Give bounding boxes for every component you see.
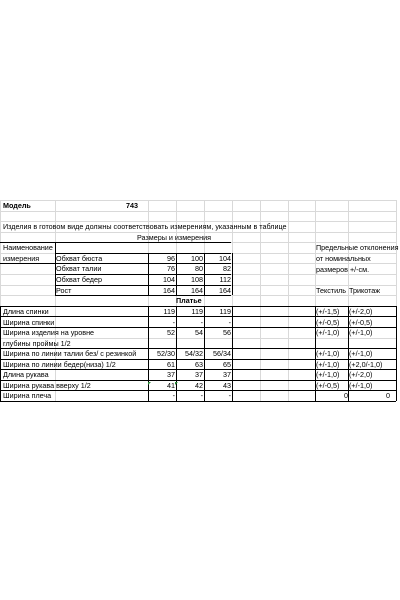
table-border-vertical [232,306,233,401]
grid-line-vertical [288,200,289,401]
body-measure-label: Обхват бюста [56,254,103,263]
deviation-header-1: Предельные отклонения [316,243,399,252]
instruction-text: Изделия в готовом виде должны соответствовать измерениям, указанным в таблице [3,222,287,231]
measurement-name-header-2: измерения [3,254,40,263]
textile-tolerance-cell: (+/-0,5) [316,318,340,327]
sizes-title: Размеры и измерения [137,233,211,242]
size-value-cell: 112 [219,275,231,284]
cell-comment-marker [175,382,178,385]
product-measure-label: Ширина по линии бедер(низа) 1/2 [3,360,116,369]
textile-header: Текстиль [316,286,347,295]
table-border-vertical [396,306,397,401]
size-value-cell: 76 [167,264,175,273]
knit-tolerance-cell: (+/-1,0) [349,349,373,358]
size-value-cell: 37 [195,370,203,379]
size-value-cell: 56/34 [213,349,231,358]
size-value-cell: 108 [191,275,203,284]
grid-line-horizontal [0,200,396,201]
knit-tolerance-cell: (+2,0/-1,0) [349,360,383,369]
size-value-cell: 104 [219,254,231,263]
table-border-vertical [0,306,1,401]
product-measure-label: Длина спинки [3,307,49,316]
size-value-cell: - [228,318,231,327]
body-measure-label: Рост [56,286,72,295]
size-value-cell: 104 [163,275,175,284]
size-value-cell: 56 [223,328,231,337]
size-value-cell: 119 [163,307,175,316]
knit-tolerance-cell: (+/-1,0) [349,381,373,390]
size-value-cell: - [228,391,231,400]
product-measure-label: глубины проймы 1/2 [3,339,71,348]
textile-tolerance-cell: (+/-1,0) [316,370,340,379]
size-value-cell: - [200,391,203,400]
size-value-cell: 37 [223,370,231,379]
model-label: Модель [3,201,31,210]
body-measure-label: Обхват бедер [56,275,102,284]
knit-tolerance-cell: (+/-1,0) [349,328,373,337]
size-value-cell: 54 [195,328,203,337]
cell-comment-marker [148,382,151,385]
deviation-header-2: от номинальных [316,254,371,263]
grid-line-horizontal [0,211,396,212]
textile-tolerance-cell: (+/-0,5) [316,381,340,390]
deviation-header-3: размеров +/-см. [316,265,370,274]
model-number: 743 [126,201,138,210]
size-value-cell: 164 [219,286,231,295]
size-value-cell: 63 [195,360,203,369]
product-measure-label: Ширина по линии талии без/ с резинкой [3,349,137,358]
knit-tolerance-cell: (+/-0,5) [349,318,373,327]
textile-tolerance-cell: (+/-1,0) [316,349,340,358]
measurement-name-header-1: Наименование [3,243,53,252]
knit-tolerance-cell: (+/-2,0) [349,307,373,316]
size-value-cell: 119 [219,307,231,316]
textile-tolerance-cell: (+/-1,0) [316,328,340,337]
size-value-cell: 96 [167,254,175,263]
textile-tolerance-cell: (+/-1,0) [316,360,340,369]
size-value-cell: 65 [223,360,231,369]
size-value-cell: - [200,318,203,327]
size-value-cell: 43 [223,381,231,390]
size-value-cell: 37 [167,370,175,379]
knit-tolerance-cell: 0 [386,391,390,400]
product-measure-label: Ширина изделия на уровне [3,328,95,337]
size-value-cell: - [172,318,175,327]
product-measure-label: Ширина спинки [3,318,55,327]
size-value-cell: 100 [191,254,203,263]
table-border-horizontal [0,401,396,402]
size-value-cell: 52 [167,328,175,337]
knit-header: Трикотаж [349,286,381,295]
textile-tolerance-cell: (+/-1,5) [316,307,340,316]
size-value-cell: 164 [163,286,175,295]
size-value-cell: 164 [191,286,203,295]
knit-tolerance-cell: (+/-2,0) [349,370,373,379]
size-value-cell: - [172,391,175,400]
section-dress-label: Платье [176,296,202,305]
size-value-cell: 80 [195,264,203,273]
size-value-cell: 61 [167,360,175,369]
product-measure-label: Ширина рукава вверху 1/2 [3,381,91,390]
table-border-vertical [232,253,233,295]
product-measure-label: Ширина плеча [3,391,52,400]
size-value-cell: 82 [223,264,231,273]
size-value-cell: 41 [167,381,175,390]
product-measure-label: Длина рукава [3,370,49,379]
textile-tolerance-cell: 0 [344,391,348,400]
size-value-cell: 119 [191,307,203,316]
body-measure-label: Обхват талии [56,264,102,273]
size-value-cell: 42 [195,381,203,390]
size-value-cell: 52/30 [157,349,175,358]
size-value-cell: 54/32 [185,349,203,358]
